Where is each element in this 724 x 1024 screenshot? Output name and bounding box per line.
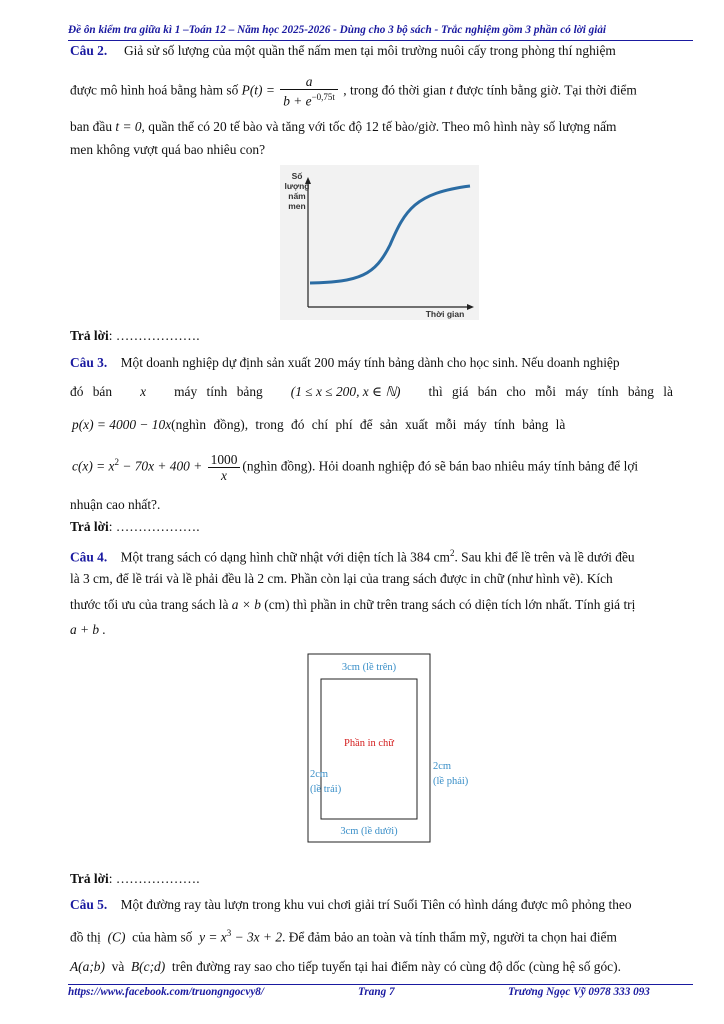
q2-label: Câu 2. <box>70 43 108 58</box>
margin-bottom-label: 3cm (lề dưới) <box>340 826 398 837</box>
footer-link[interactable]: https://www.facebook.com/truongngocvy8/ <box>68 986 264 998</box>
q5-line-1 <box>70 896 632 914</box>
q2-frac-den <box>280 90 338 108</box>
q2-line-4: men không vượt quá bao nhiêu con? <box>70 142 266 157</box>
text-area-label: Phần in chữ <box>343 738 395 749</box>
q5-curve-c: (C) <box>107 929 126 945</box>
q2-logistic-figure <box>280 165 479 320</box>
q4-page-figure <box>307 653 469 843</box>
margin-left-label-1: 2cm <box>310 769 329 780</box>
q4-text-1a: Một trang sách có dạng hình chữ nhật với diện tích là 384 cm <box>120 549 450 565</box>
q3-cost-exp: 2 <box>114 457 119 468</box>
q5-func-rest: − 3x + 2 <box>231 929 283 945</box>
q4-line-2: là 3 cm, để lề trái và lề phải đều là 2 cm. Phần còn lại của trang sách được in chữ (như hình vẽ). Kích <box>70 571 613 586</box>
q3-fraction <box>208 452 241 483</box>
q2-text-3a: ban đầu <box>70 119 113 134</box>
q3-text-2e: thì giá bán cho mỗi máy tính bảng là <box>428 384 673 399</box>
q2-line-3 <box>70 118 616 136</box>
q4-line-1 <box>70 544 635 566</box>
q2-formula-lhs: P(t) = <box>241 82 275 98</box>
q3-line-3 <box>72 416 565 434</box>
q5-point-b: B(c;d) <box>131 959 166 974</box>
q5-text-3d: trên đường ray sao cho tiếp tuyến tại hai điểm này có cùng độ dốc (cùng hệ số góc). <box>171 959 621 974</box>
q3-cost-rest: − 70x + 400 + <box>118 458 203 474</box>
q4-line-3 <box>70 596 635 614</box>
q3-text-2c: máy tính bảng <box>174 384 263 399</box>
q3-answer-dots: : ………………. <box>108 519 200 534</box>
q2-text-2d: được tính bằng giờ. Tại thời điểm <box>456 82 637 98</box>
q2-text-2b: , trong đó thời gian <box>343 82 446 98</box>
q5-func-exp: 3 <box>226 928 232 938</box>
q4-text-1c: . Sau khi để lề trên và lề dưới đều <box>454 549 635 565</box>
y-label-1: Số <box>291 171 303 181</box>
q3-price-formula: p(x) = 4000 − 10x <box>72 417 172 432</box>
q2-den-exp: −0,75t <box>311 92 335 102</box>
q2-frac-num: a <box>280 74 338 90</box>
q2-t0: t = 0 <box>115 119 142 134</box>
q5-line-3 <box>70 958 621 976</box>
q3-line-4 <box>72 452 638 483</box>
q4-text-3a: thước tối ưu của trang sách là <box>70 597 229 612</box>
q5-text-and: và <box>111 959 125 974</box>
q5-func-base: y = x <box>199 929 227 945</box>
q5-text-2c: của hàm số <box>132 929 193 945</box>
q4-label: Câu 4. <box>70 549 108 565</box>
growth-curve <box>310 186 470 283</box>
q3-line-5: nhuận cao nhất?. <box>70 497 161 512</box>
q5-text-1: Một đường ray tàu lượn trong khu vui chơi giải trí Suối Tiên có hình dáng được mô phỏng theo <box>120 897 632 912</box>
q3-answer-label: Trả lời <box>70 519 109 534</box>
margin-left-label-2: (lề trái) <box>310 784 342 795</box>
x-axis-arrow-icon <box>467 304 474 310</box>
q4-axb: a × b <box>231 597 261 612</box>
page-header: Đề ôn kiểm tra giữa kì 1 –Toán 12 – Năm học 2025-2026 - Dùng cho 3 bộ sách - Trắc nghiệm gồm 3 phần có lời giải <box>68 24 607 36</box>
q5-text-2g: . Để đảm bảo an toàn và tính thẩm mỹ, người ta chọn hai điểm <box>282 929 617 945</box>
q4-text-3c: (cm) thì phần in chữ trên trang sách có diện tích lớn nhất. Tính giá trị <box>264 597 636 612</box>
footer-rule <box>68 984 693 985</box>
margin-right-label-1: 2cm <box>433 761 452 772</box>
text-area-outline <box>321 679 417 819</box>
footer-page-number: Trang 7 <box>358 986 395 998</box>
q3-text-2a: đó bán <box>70 384 113 399</box>
y-label-4: men <box>288 201 306 211</box>
q3-text-1c: máy tính bảng dành cho học sinh. Nếu doanh nghiệp <box>337 355 620 370</box>
q2-den-base: b + e <box>283 93 312 109</box>
q5-label: Câu 5. <box>70 897 108 912</box>
q2-text-3c: , quần thể có 20 tế bào và tăng với tốc độ 12 tế bào/giờ. Theo mô hình này số lượng nấm <box>141 119 617 134</box>
q3-text-3b: (nghìn đồng), trong đó chí phí để sản xuất mỗi máy tính bảng là <box>171 417 566 432</box>
q2-var-t: t <box>449 82 454 98</box>
q2-fraction <box>280 74 338 108</box>
q3-num-200: 200 <box>314 355 335 370</box>
q5-text-2a: đồ thị <box>70 929 101 945</box>
x-label: Thời gian <box>425 309 465 319</box>
y-label-3: nấm <box>288 191 306 201</box>
q2-text-1: Giả sử số lượng của một quần thể nấm men tại môi trường nuôi cấy trong phòng thí nghiệm <box>123 43 616 58</box>
q4-figure-svg <box>307 653 469 843</box>
q2-line-2 <box>70 74 637 108</box>
q4-line-4 <box>70 621 106 639</box>
q2-answer-dots: : ………………. <box>108 328 200 343</box>
margin-right-label-2: (lề phải) <box>433 776 469 787</box>
q2-answer <box>70 327 200 345</box>
header-rule <box>68 40 693 41</box>
q4-answer-dots: : ………………. <box>108 871 200 886</box>
q3-line-2 <box>70 383 673 401</box>
footer-author: Trương Ngọc Vỹ 0978 333 093 <box>508 986 650 998</box>
q5-point-a: A(a;b) <box>70 959 105 974</box>
q3-var-x: x <box>140 384 147 399</box>
q3-domain: (1 ≤ x ≤ 200, x ∈ ℕ) <box>290 384 401 399</box>
q3-line-1 <box>70 354 620 372</box>
q4-sup-2: 2 <box>449 548 455 558</box>
q4-answer <box>70 870 200 888</box>
q5-line-2 <box>70 924 617 946</box>
y-label-2: lượng <box>284 181 310 191</box>
q2-figure-svg <box>280 165 479 320</box>
q3-frac-den: x <box>221 468 227 483</box>
q3-frac-num: 1000 <box>208 452 241 468</box>
q4-a-plus-b: a + b . <box>70 622 106 637</box>
q3-text-4d: (nghìn đồng). Hỏi doanh nghiệp đó sẽ bán bao nhiêu máy tính bảng để lợi <box>242 458 639 474</box>
q3-cost-base: c(x) = x <box>72 458 115 474</box>
q3-answer <box>70 518 200 536</box>
q3-text-1a: Một doanh nghiệp dự định sản xuất <box>120 355 311 370</box>
q2-line-1 <box>70 42 616 60</box>
margin-top-label: 3cm (lề trên) <box>341 662 397 673</box>
q2-answer-label: Trả lời <box>70 328 109 343</box>
q2-text-2a: được mô hình hoá bằng hàm số <box>70 82 239 98</box>
q4-answer-label: Trả lời <box>70 871 109 886</box>
q3-label: Câu 3. <box>70 355 108 370</box>
